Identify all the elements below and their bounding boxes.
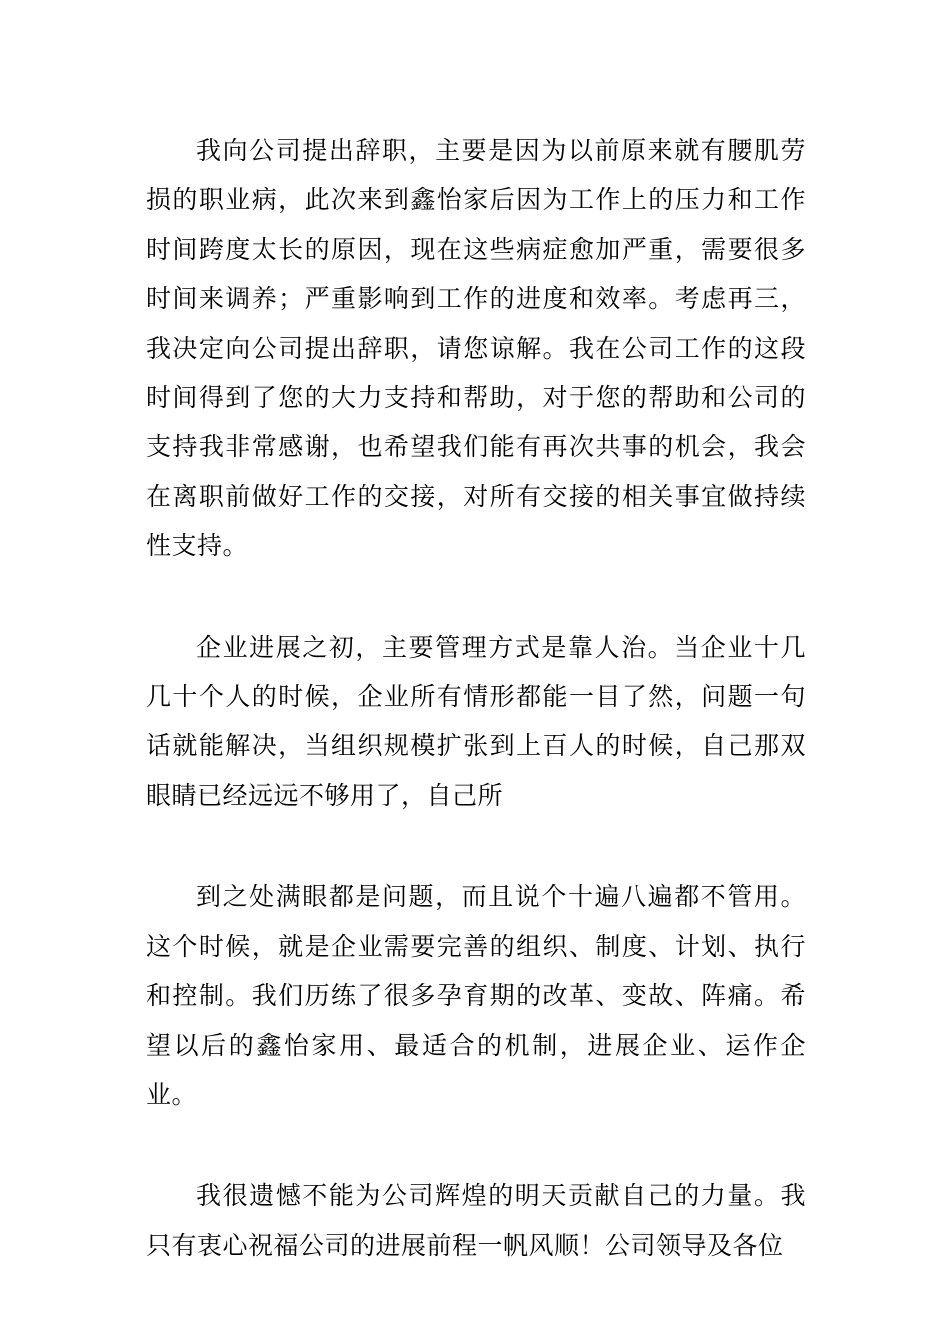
document-body: [146, 126, 806, 1270]
paragraph-management-early-stage: 企业进展之初，主要管理方式是靠人治。当企业十几几十个人的时候，企业所有情形都能一目了然，问题一句话就能解决，当组织规模扩张到上百人的时候，自己那双眼睛已经远远不够用了，自己所: [146, 632, 806, 810]
paragraph-management-growth: 到之处满眼都是问题，而且说个十遍八遍都不管用。这个时候，就是企业需要完善的组织、制度、计划、执行和控制。我们历练了很多孕育期的改革、变故、阵痛。希望以后的鑫怡家用、最适合的机制，进展企业、运作企业。: [146, 882, 806, 1109]
paragraph-resignation-reason: 我向公司提出辞职，主要是因为以前原来就有腰肌劳损的职业病，此次来到鑫怡家后因为工作上的压力和工作时间跨度太长的原因，现在这些病症愈加严重，需要很多时间来调养；严重影响到工作的进度和效率。考虑再三，我决定向公司提出辞职，请您谅解。我在公司工作的这段时间得到了您的大力支持和帮助，对于您的帮助和公司的支持我非常感谢，也希望我们能有再次共事的机会，我会在离职前做好工作的交接，对所有交接的相关事宜做持续性支持。: [146, 136, 806, 561]
paragraph-farewell: 我很遗憾不能为公司辉煌的明天贡献自己的力量。我只有衷心祝福公司的进展前程一帆风顺！公司领导及各位: [146, 1181, 806, 1260]
